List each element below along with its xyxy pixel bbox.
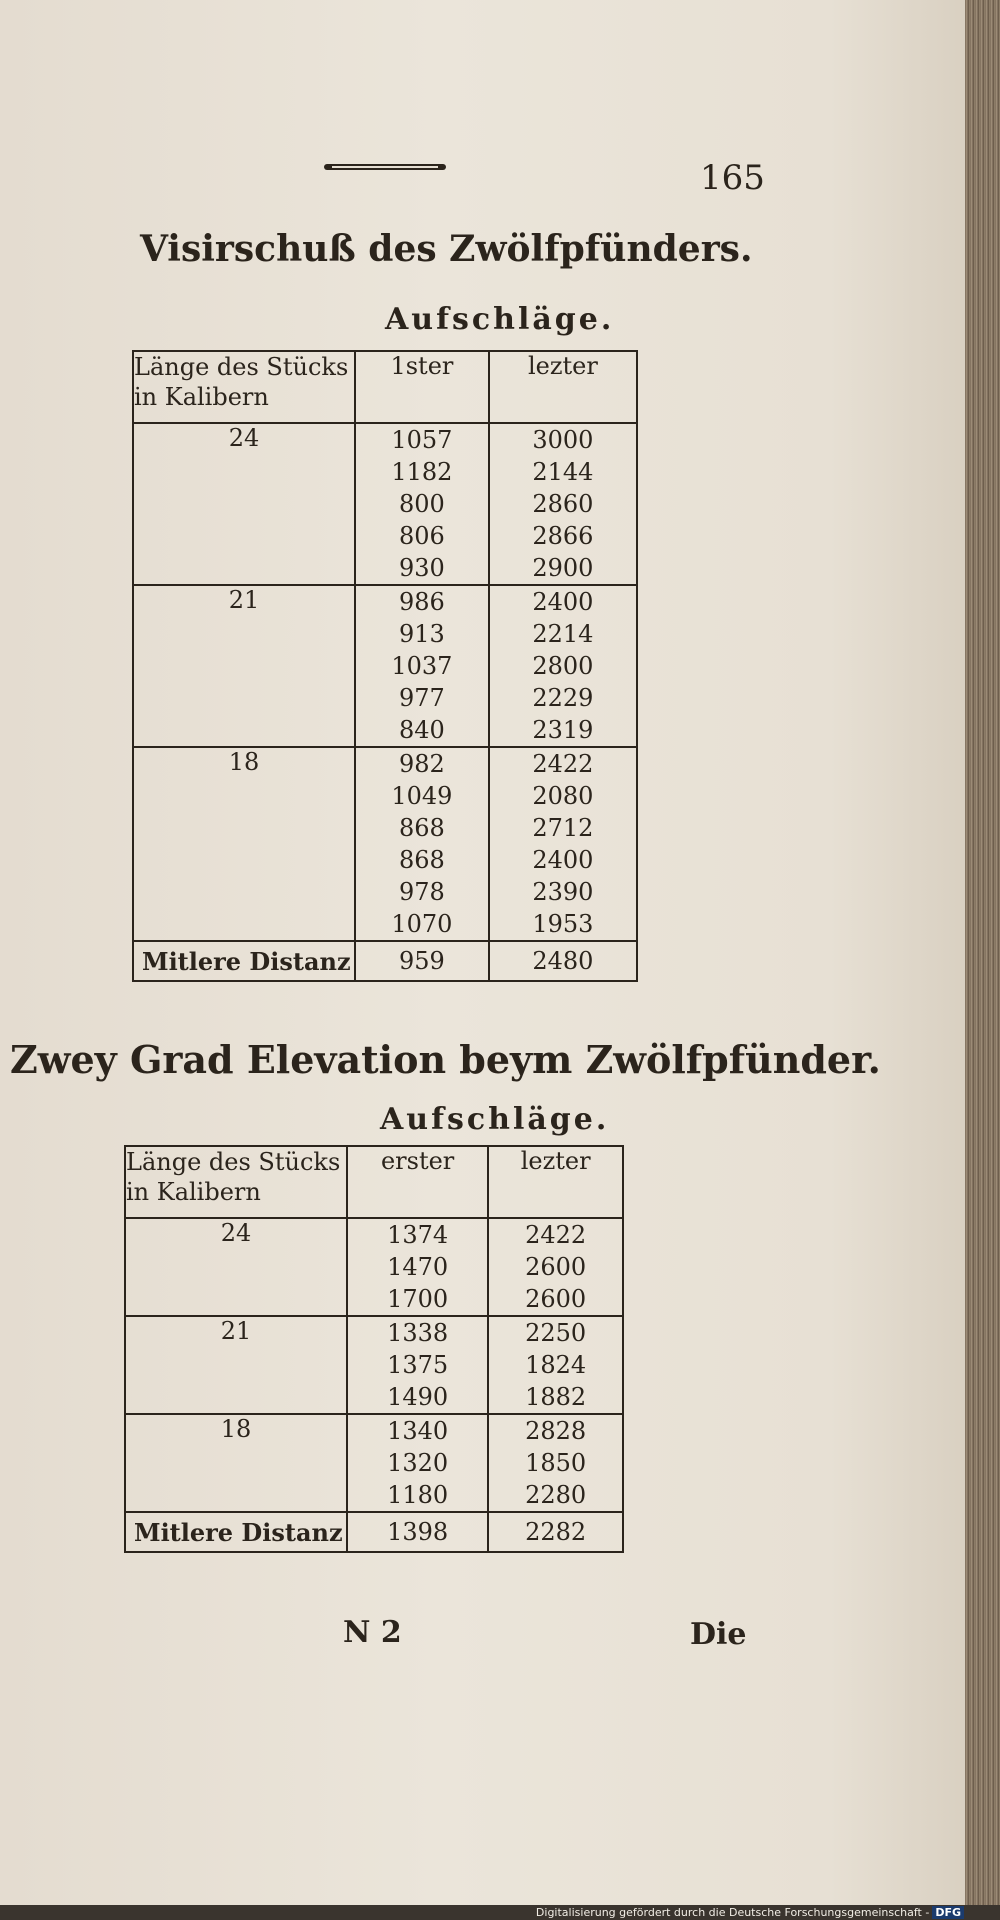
- last-values: 3000 2144 2860 2866 2900: [489, 423, 637, 585]
- page-edges: [965, 0, 1000, 1905]
- length-cell: 24: [125, 1218, 347, 1316]
- last-values: 2422 2080 2712 2400 2390 1953: [489, 747, 637, 941]
- last-values: 2250 1824 1882: [488, 1316, 623, 1414]
- header-first: 1ster: [355, 351, 489, 423]
- first-values: 986 913 1037 977 840: [355, 585, 489, 747]
- ornament-rule: [320, 160, 450, 174]
- length-cell: 24: [133, 423, 355, 585]
- average-first: 1398: [347, 1512, 488, 1552]
- table-row: [125, 1414, 623, 1512]
- table-row: [133, 423, 637, 585]
- header-first: erster: [347, 1146, 488, 1218]
- catchword: Die: [690, 1617, 747, 1652]
- length-cell: 18: [125, 1414, 347, 1512]
- table-row: [125, 1316, 623, 1414]
- footer-credit-text: Digitalisierung gefördert durch die Deutsche Forschungsgemeinschaft -: [535, 1906, 930, 1919]
- average-last: 2282: [488, 1512, 623, 1552]
- average-first: 959: [355, 941, 489, 981]
- table-visirschuss: [132, 350, 638, 982]
- footer-credit: [536, 1906, 964, 1919]
- last-values: 2828 1850 2280: [488, 1414, 623, 1512]
- page-number: 165: [700, 158, 765, 198]
- first-values: 982 1049 868 868 978 1070: [355, 747, 489, 941]
- section-subtitle-1: Aufschläge.: [385, 302, 615, 337]
- first-values: 1057 1182 800 806 930: [355, 423, 489, 585]
- table-row: [133, 585, 637, 747]
- average-row: [133, 941, 637, 981]
- average-last: 2480: [489, 941, 637, 981]
- average-label: Mitlere Distanz: [133, 941, 355, 981]
- length-cell: 21: [133, 585, 355, 747]
- header-length: Länge des Stücks in Kalibern: [133, 351, 355, 423]
- first-values: 1340 1320 1180: [347, 1414, 488, 1512]
- signature-mark: N 2: [343, 1615, 402, 1650]
- header-length: Länge des Stücks in Kalibern: [125, 1146, 347, 1218]
- table-elevation: [124, 1145, 624, 1553]
- first-values: 1338 1375 1490: [347, 1316, 488, 1414]
- first-values: 1374 1470 1700: [347, 1218, 488, 1316]
- table-row: [133, 747, 637, 941]
- section-subtitle-2: Aufschläge.: [380, 1102, 610, 1137]
- header-last: lezter: [489, 351, 637, 423]
- length-cell: 18: [133, 747, 355, 941]
- last-values: 2400 2214 2800 2229 2319: [489, 585, 637, 747]
- average-label: Mitlere Distanz: [125, 1512, 347, 1552]
- header-last: lezter: [488, 1146, 623, 1218]
- section-title-2: Zwey Grad Elevation beym Zwölfpfünder.: [10, 1037, 881, 1082]
- dfg-logo: DFG: [932, 1906, 964, 1919]
- table-row: [125, 1218, 623, 1316]
- section-title-1: Visirschuß des Zwölfpfünders.: [140, 228, 753, 270]
- length-cell: 21: [125, 1316, 347, 1414]
- average-row: [125, 1512, 623, 1552]
- last-values: 2422 2600 2600: [488, 1218, 623, 1316]
